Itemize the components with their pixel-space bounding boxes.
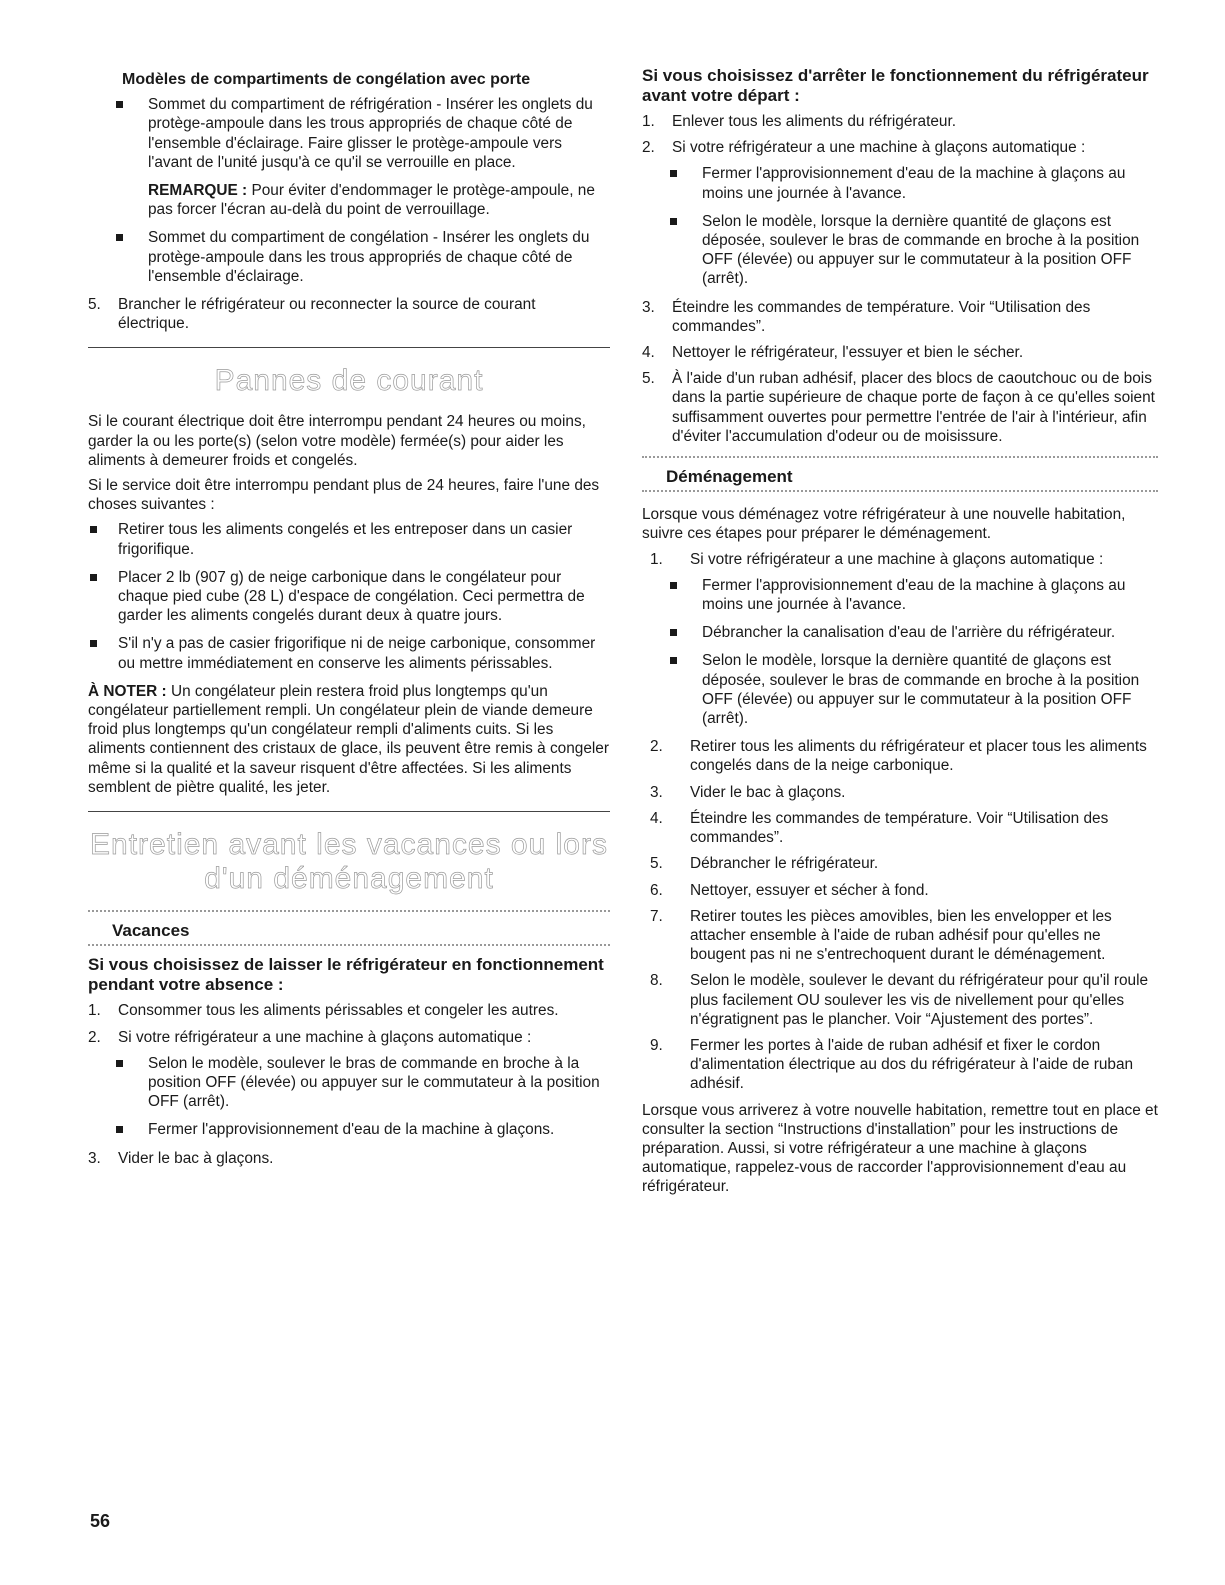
dotted-rule bbox=[642, 456, 1158, 461]
step-text: Selon le modèle, soulever le devant du réfrigérateur pour qu'il roule plus facilement OU soulever les vis de nivellement pour qu'elles n'égratignent pas le plancher. Voir “Ajustement des portes”. bbox=[690, 972, 1149, 1028]
step-number: 5. bbox=[88, 296, 101, 314]
heading-stop-running: Si vous choisissez d'arrêter le fonctionnement du réfrigérateur avant votre départ : bbox=[642, 66, 1149, 105]
bullet-item bbox=[88, 520, 610, 558]
numbered-step bbox=[88, 1149, 610, 1168]
numbered-step bbox=[88, 295, 610, 333]
heading-leave-running: Si vous choisissez de laisser le réfrigérateur en fonctionnement pendant votre absence : bbox=[88, 955, 604, 995]
step-text: Nettoyer le réfrigérateur, l'essuyer et bien le sécher. bbox=[672, 344, 1024, 362]
remark-note bbox=[88, 181, 610, 219]
section-divider bbox=[88, 811, 610, 812]
bullet-text: Fermer l'approvisionnement d'eau de la machine à glaçons au moins une journée à l'avance. bbox=[702, 576, 1126, 614]
bullet-item bbox=[88, 228, 610, 286]
step-number: 1. bbox=[88, 1002, 101, 1020]
bullet-item bbox=[88, 1120, 610, 1139]
section-title-power-outage: Pannes de courant bbox=[214, 364, 484, 398]
dotted-rule bbox=[88, 944, 610, 949]
bullet-text: Placer 2 lb (907 g) de neige carbonique dans le congélateur pour chaque pied cube (28 L) d'espace de congélation. Ceci permettra de garder les aliments congelés durant deux à quatre jours. bbox=[118, 568, 585, 625]
step-text: Vider le bac à glaçons. bbox=[118, 1149, 274, 1167]
step-number: 2. bbox=[88, 1028, 101, 1046]
bullet-item bbox=[642, 212, 1158, 289]
paragraph: Si le service doit être interrompu pendant plus de 24 heures, faire l'une des choses suivantes : bbox=[88, 477, 600, 514]
step-number: 3. bbox=[650, 783, 663, 801]
step-number: 2. bbox=[650, 738, 663, 756]
bullet-item bbox=[88, 95, 610, 172]
numbered-step bbox=[642, 112, 1158, 131]
step-text: À l'aide d'un ruban adhésif, placer des blocs de caoutchouc ou de bois dans la partie supérieure de chaque porte de façon à ce qu'elles soient suffisamment ouvertes pour permettre l'entrée de l'air à l'intérieur, afin d'éviter l'accumulation d'odeur ou de moisissure. bbox=[672, 370, 1155, 445]
step-number: 7. bbox=[650, 907, 663, 925]
step-text: Si votre réfrigérateur a une machine à glaçons automatique : bbox=[118, 1028, 532, 1046]
bullet-text: Fermer l'approvisionnement d'eau de la machine à glaçons. bbox=[148, 1121, 555, 1139]
step-number: 1. bbox=[642, 113, 655, 130]
numbered-step bbox=[650, 809, 1158, 847]
bullet-item bbox=[642, 164, 1158, 202]
bullet-text: Selon le modèle, lorsque la dernière quantité de glaçons est déposée, soulever le bras de commande en broche à la position OFF (élevée) ou appuyer sur le commutateur à la position OFF (arrêt). bbox=[702, 652, 1140, 728]
note-paragraph bbox=[88, 682, 610, 797]
bullet-text: Retirer tous les aliments congelés et les entreposer dans un casier frigorifique. bbox=[118, 521, 573, 558]
paragraph: Si le courant électrique doit être interrompu pendant 24 heures ou moins, garder la ou les porte(s) (selon votre modèle) fermée(s) pour aider les aliments à demeurer froids et congelés. bbox=[88, 413, 586, 469]
step-text: Si votre réfrigérateur a une machine à glaçons automatique : bbox=[690, 550, 1104, 568]
step-text: Fermer les portes à l'aide de ruban adhésif et fixer le cordon d'alimentation électrique au dos du réfrigérateur à l'aide de ruban adhésif. bbox=[690, 1036, 1134, 1093]
title-line: d'un déménagement bbox=[204, 862, 494, 896]
step-number: 3. bbox=[642, 298, 655, 316]
numbered-step bbox=[642, 138, 1158, 157]
paragraph: Lorsque vous arriverez à votre nouvelle habitation, remettre tout en place et consulter la section “Instructions d'installation” pour les instructions de préparation. Aussi, si votre réfrigérateur a une machine à glaçons automatique, rappelez-vous de raccorder l'approvisionnement d'eau au réfrigérateur. bbox=[642, 1101, 1158, 1196]
right-column bbox=[642, 62, 1158, 1203]
numbered-step bbox=[650, 550, 1158, 569]
step-text: Si votre réfrigérateur a une machine à glaçons automatique : bbox=[672, 139, 1086, 157]
numbered-step bbox=[650, 737, 1158, 775]
bullet-item bbox=[642, 576, 1158, 614]
numbered-step bbox=[650, 783, 1158, 802]
bullet-text: Fermer l'approvisionnement d'eau de la machine à glaçons au moins une journée à l'avance. bbox=[702, 165, 1126, 202]
step-text: Enlever tous les aliments du réfrigérateur. bbox=[672, 113, 957, 130]
step-number: 3. bbox=[88, 1149, 101, 1167]
numbered-step bbox=[642, 343, 1158, 362]
step-text: Éteindre les commandes de température. Voir “Utilisation des commandes”. bbox=[690, 809, 1109, 847]
subsection-vacances: Vacances bbox=[112, 921, 190, 941]
step-number: 1. bbox=[650, 550, 663, 568]
step-text: Retirer tous les aliments du réfrigérateur et placer tous les aliments congelés dans de la neige carbonique. bbox=[690, 738, 1147, 775]
numbered-step bbox=[88, 1028, 610, 1047]
step-number: 4. bbox=[642, 344, 655, 362]
bullet-item bbox=[88, 634, 610, 672]
bullet-item bbox=[642, 623, 1158, 642]
bullet-text: Selon le modèle, soulever le bras de commande en broche à la position OFF (élevée) ou appuyer sur le commutateur à la position OFF (arrêt). bbox=[148, 1054, 600, 1111]
remark-label: REMARQUE : bbox=[148, 182, 248, 200]
page-number: 56 bbox=[90, 1511, 111, 1531]
step-text: Débrancher le réfrigérateur. bbox=[690, 855, 879, 873]
bullet-text: Sommet du compartiment de congélation - Insérer les onglets du protège-ampoule dans les trous appropriés de chaque côté de l'ensemble d'éclairage. bbox=[148, 229, 590, 285]
numbered-step bbox=[650, 971, 1158, 1029]
paragraph: Lorsque vous déménagez votre réfrigérateur à une nouvelle habitation, suivre ces étapes pour préparer le déménagement. bbox=[642, 506, 1126, 543]
numbered-step bbox=[650, 907, 1158, 965]
numbered-step bbox=[650, 881, 1158, 900]
note-text: Un congélateur plein restera froid plus longtemps qu'un congélateur partiellement rempli. Un congélateur plein de viande demeure froid plus longtemps qu'un congélateur rempli d'aliments cuits. Si les aliments contiennent des cristaux de glace, ils peuvent être remis à congeler même si la qualité et la saveur risquent d'être affectées. Si les aliments semblent de piètre qualité, les jeter. bbox=[88, 682, 609, 796]
numbered-step bbox=[650, 1036, 1158, 1094]
bullet-text: Sommet du compartiment de réfrigération - Insérer les onglets du protège-ampoule dans les trous appropriés de chaque côté de l'ensemble d'éclairage. Faire glisser le protège-ampoule vers l'avant de l'unité jusqu'à ce qu'il se verrouille en place. bbox=[148, 96, 593, 171]
step-text: Vider le bac à glaçons. bbox=[690, 783, 846, 801]
title-line: Entretien avant les vacances ou lors bbox=[90, 828, 608, 862]
step-number: 5. bbox=[650, 855, 663, 873]
dotted-rule bbox=[642, 490, 1158, 495]
step-number: 6. bbox=[650, 881, 663, 899]
bullet-item bbox=[642, 651, 1158, 728]
subsection-demenagement: Déménagement bbox=[666, 467, 793, 487]
section-title-vacation-moving bbox=[88, 828, 610, 896]
bullet-text: Débrancher la canalisation d'eau de l'arrière du réfrigérateur. bbox=[702, 624, 1116, 642]
step-text: Brancher le réfrigérateur ou reconnecter la source de courant électrique. bbox=[118, 296, 536, 333]
left-column bbox=[88, 62, 610, 1175]
dotted-rule bbox=[88, 910, 610, 915]
section-divider bbox=[88, 347, 610, 348]
step-text: Éteindre les commandes de température. Voir “Utilisation des commandes”. bbox=[672, 298, 1091, 335]
note-label: À NOTER : bbox=[88, 682, 167, 700]
bullet-text: Selon le modèle, lorsque la dernière quantité de glaçons est déposée, soulever le bras de commande en broche à la position OFF (élevée) ou appuyer sur le commutateur à la position OFF (arrêt). bbox=[702, 212, 1140, 288]
step-number: 9. bbox=[650, 1036, 663, 1054]
bullet-text: S'il n'y a pas de casier frigorifique ni de neige carbonique, consommer ou mettre immédiatement en conserve les aliments périssables. bbox=[118, 635, 596, 672]
step-number: 8. bbox=[650, 972, 663, 990]
step-text: Consommer tous les aliments périssables et congeler les autres. bbox=[118, 1002, 559, 1020]
step-text: Retirer toutes les pièces amovibles, bien les envelopper et les attacher ensemble à l'aide de ruban adhésif pour qu'elles ne bougent pas ni ne s'entrechoquent durant le déménagement. bbox=[690, 907, 1112, 964]
step-text: Nettoyer, essuyer et sécher à fond. bbox=[690, 881, 929, 899]
numbered-step bbox=[88, 1001, 610, 1020]
step-number: 5. bbox=[642, 370, 655, 388]
numbered-step bbox=[650, 854, 1158, 873]
subheading-freezer-door-models: Modèles de compartiments de congélation avec porte bbox=[122, 71, 531, 88]
numbered-step bbox=[642, 369, 1158, 446]
step-number: 4. bbox=[650, 809, 663, 827]
step-number: 2. bbox=[642, 139, 655, 157]
remark-text: Pour éviter d'endommager le protège-ampoule, ne pas forcer l'écran au-delà du point de verrouillage. bbox=[148, 182, 595, 219]
bullet-item bbox=[88, 568, 610, 626]
numbered-step bbox=[642, 298, 1158, 336]
bullet-item bbox=[88, 1054, 610, 1112]
